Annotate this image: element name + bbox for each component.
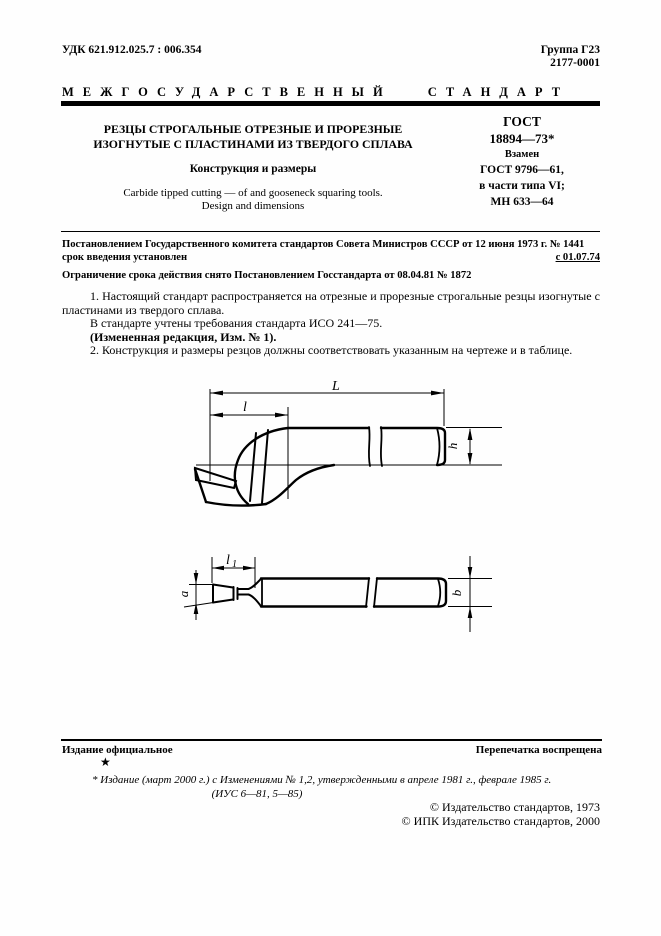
dim-label-a: a bbox=[176, 590, 191, 598]
dim-label-h: h bbox=[445, 442, 460, 450]
replaces-line2: в части типа VI; bbox=[479, 180, 565, 192]
udk-number: УДК 621.912.025.7 : 006.354 bbox=[62, 44, 202, 56]
official-edition-label: Издание официальное bbox=[62, 744, 173, 756]
decree-paragraph bbox=[62, 238, 600, 264]
ius-reference: (ИУС 6—81, 5—85) bbox=[211, 788, 303, 800]
replaces-label: Взамен bbox=[504, 149, 540, 160]
standard-type-heading: МЕЖГОСУДАРСТВЕННЫЙ СТАНДАРТ bbox=[62, 85, 570, 99]
top-view-outline bbox=[213, 578, 446, 607]
copyright-2000: © ИПК Издательство стандартов, 2000 bbox=[401, 813, 600, 828]
header-row bbox=[62, 44, 600, 70]
paragraph-2: 2. Конструкция и размеры резцов должны соответствовать указанным на чертеже и в таблице. bbox=[90, 343, 573, 358]
title-bottom-rule bbox=[61, 231, 600, 232]
copyright-block bbox=[62, 801, 600, 828]
title-ru-line2: ИЗОГНУТЫЕ С ПЛАСТИНАМИ ИЗ ТВЕРДОГО СПЛАВА bbox=[93, 136, 413, 151]
dim-label-l1: l bbox=[226, 553, 230, 568]
body-text bbox=[62, 290, 600, 358]
paragraph-iso: В стандарте учтены требования стандарта ИСО 241—75. bbox=[90, 316, 383, 331]
title-ru-line1: РЕЗЦЫ СТРОГАЛЬНЫЕ ОТРЕЗНЫЕ И ПРОРЕЗНЫЕ bbox=[103, 122, 403, 136]
group-label: Группа Г23 bbox=[540, 44, 600, 56]
gost-label: ГОСТ bbox=[503, 114, 541, 129]
footer-row bbox=[62, 744, 602, 756]
gost-number: 18894—73* bbox=[489, 131, 555, 146]
side-view-outline bbox=[195, 427, 445, 506]
dim-label-b: b bbox=[449, 589, 464, 597]
reprint-prohibited-label: Перепечатка воспрещена bbox=[475, 744, 602, 756]
decree-line2-text: срок введения установлен bbox=[62, 252, 188, 263]
limitation-paragraph: Ограничение срока действия снято Постановлением Госстандарта от 08.04.81 № 1872 bbox=[62, 270, 472, 281]
dim-label-l1-subscript: 1 bbox=[232, 559, 237, 570]
paragraph-revision: (Измененная редакция, Изм. № 1). bbox=[90, 329, 277, 344]
title-left-column bbox=[62, 114, 444, 213]
dim-label-l: l bbox=[243, 400, 247, 415]
group-code: 2177-0001 bbox=[550, 57, 600, 69]
header-divider-bar bbox=[61, 101, 600, 106]
dim-label-L: L bbox=[332, 380, 340, 394]
document-title-en bbox=[62, 187, 444, 213]
footer-rule bbox=[61, 739, 602, 741]
document-subtitle: Конструкция и размеры bbox=[189, 163, 317, 175]
star-icon: ★ bbox=[100, 755, 111, 769]
technical-drawing bbox=[0, 380, 661, 660]
decree-line1: Постановлением Государственного комитета стандартов Совета Министров СССР от 12 июня 1973 г. № 1441 bbox=[62, 239, 585, 250]
title-block bbox=[62, 114, 600, 213]
effective-date: с 01.07.74 bbox=[555, 252, 600, 263]
title-en-line1: Carbide tipped cutting — of and gooseneck squaring tools. bbox=[123, 187, 383, 199]
edition-footnote: * Издание (март 2000 г.) с Изменениями № 1,2, утвержденными в апреле 1981 г., феврале 1985 г. bbox=[92, 774, 552, 786]
replaces-line3: МН 633—64 bbox=[490, 196, 554, 208]
document-title-ru bbox=[62, 122, 444, 151]
decree-line2 bbox=[62, 251, 600, 264]
copyright-1973: © Издательство стандартов, 1973 bbox=[429, 800, 600, 814]
designation-block bbox=[444, 114, 600, 213]
title-en-line2: Design and dimensions bbox=[201, 200, 305, 212]
paragraph-1: 1. Настоящий стандарт распространяется на отрезные и прорезные строгальные резцы изогнутые с пластинами из твердого сплава. bbox=[62, 289, 600, 317]
replaces-line1: ГОСТ 9796—61, bbox=[480, 164, 564, 176]
group-block bbox=[541, 44, 600, 70]
